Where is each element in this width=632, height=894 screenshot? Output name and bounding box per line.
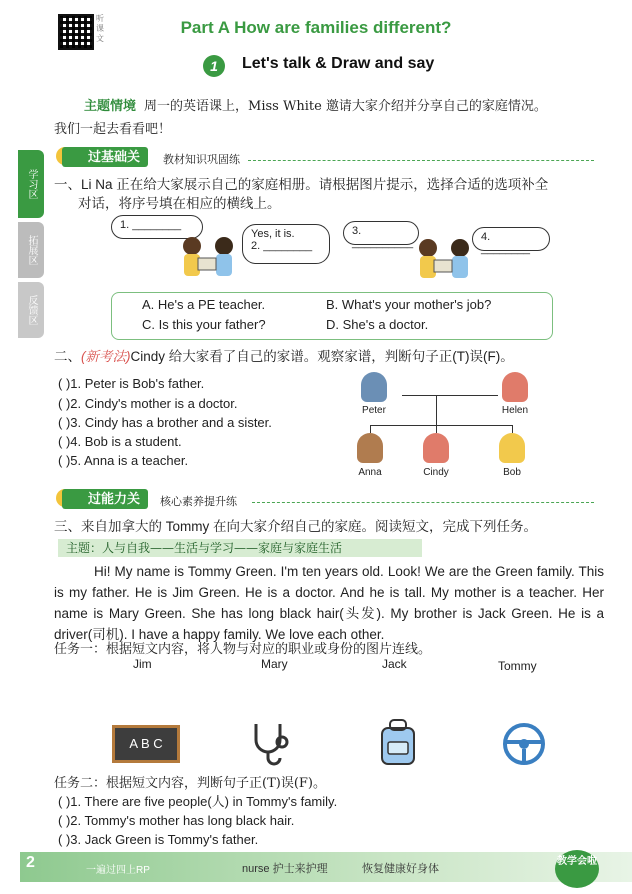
schoolbag-icon[interactable] [376, 718, 420, 768]
option-a: A. He's a PE teacher. [142, 297, 266, 312]
side-tab-feedback[interactable]: 反馈区 [18, 282, 44, 338]
divider-2 [252, 502, 594, 504]
q2-item-3[interactable]: ( )3. Cindy has a brother and a sister. [58, 415, 272, 430]
speech-bubble-3: 3. __________ [343, 221, 419, 245]
side-tab-extend[interactable]: 拓展区 [18, 222, 44, 278]
section-title: Let's talk & Draw and say [242, 55, 435, 72]
task2-item-3[interactable]: ( )3. Jack Green is Tommy's father. [58, 832, 259, 847]
q2-prefix: 二、 [54, 349, 81, 364]
q2-heading-text: Cindy 给大家看了自己的家谱。观察家谱，判断句子正(T)误(F)。 [130, 349, 514, 364]
divider [248, 160, 594, 162]
q2-item-4[interactable]: ( )4. Bob is a student. [58, 434, 182, 449]
speech-bubble-4: 4. ________ [472, 227, 550, 251]
name-jack: Jack [382, 657, 407, 671]
q1-heading-1: 一、Li Na 正在给大家展示自己的家庭相册。请根据图片提示，选择合适的选项补全 [54, 177, 549, 192]
theme-text-2: 我们一起去看看吧！ [54, 122, 172, 137]
side-tabs [18, 150, 44, 342]
tree-line-bob [512, 425, 513, 433]
children-photo-illustration-1 [176, 232, 242, 288]
brand-logo: 教学会啦 [555, 850, 599, 888]
tree-line-children [370, 425, 512, 426]
banner-ability-title: 过能力关 [88, 491, 141, 506]
q2-heading [54, 347, 614, 366]
q2-item-1[interactable]: ( )1. Peter is Bob's father. [58, 376, 205, 391]
part-title: Part A How are families different? [180, 18, 452, 37]
section-number-badge: 1 [203, 55, 225, 77]
option-b: B. What's your mother's job? [326, 297, 492, 312]
name-cindy: Cindy [423, 467, 449, 478]
task-1-instruction: 任务一：根据短文内容，将人物与对应的职业或身份的图片连线。 [54, 642, 432, 657]
theme-paragraph [84, 94, 604, 120]
footer-note-2: 恢复健康好身体 [362, 863, 439, 875]
tree-line-vertical [436, 395, 437, 425]
avatar-anna [357, 433, 383, 463]
name-anna: Anna [358, 467, 382, 478]
children-photo-illustration-2 [412, 234, 478, 290]
speech-bubble-2 [242, 224, 330, 264]
name-jim: Jim [133, 657, 152, 671]
banner-basic [62, 147, 148, 167]
tree-line-parents [402, 395, 498, 396]
steering-wheel-icon[interactable] [502, 722, 546, 766]
option-c: C. Is this your father? [142, 317, 266, 332]
bubble-2-line-1: Yes, it is. [251, 228, 295, 240]
banner-ability-subtitle: 核心素养提升练 [160, 496, 237, 508]
q3-theme-bar: 主题：人与自我——生活与学习——家庭与家庭生活 [58, 539, 422, 557]
reading-passage: Hi! My name is Tommy Green. I'm ten years old. Look! We are the Green family. This is my father. He is Jim Green. He is a doctor. And he is tall. My mother is a teacher. Her name is Mary Green. She has long black hair(头发). My brother is Jack Green. He is a driver(司机). I have a happy family. We love each other. [54, 564, 604, 642]
q2-item-2[interactable]: ( )2. Cindy's mother is a doctor. [58, 396, 238, 411]
banner-basic-subtitle: 教材知识巩固练 [163, 154, 240, 166]
side-tab-study[interactable]: 学习区 [18, 150, 44, 218]
theme-text-1: 周一的英语课上，Miss White 邀请大家介绍并分享自己的家庭情况。 [144, 99, 547, 114]
name-bob: Bob [503, 467, 521, 478]
page-number: 2 [26, 854, 35, 871]
task-2-instruction: 任务二：根据短文内容，判断句子正(T)误(F)。 [54, 776, 326, 791]
avatar-helen [502, 372, 528, 402]
avatar-cindy [423, 433, 449, 463]
task2-item-1[interactable]: ( )1. There are five people(人) in Tommy's family. [58, 794, 338, 809]
banner-basic-title: 过基础关 [88, 149, 141, 164]
bubble-2-line-2: 2. ________ [251, 240, 313, 252]
name-peter: Peter [362, 405, 386, 416]
q1-heading-2: 对话，将序号填在相应的横线上。 [78, 196, 281, 211]
footer-note-1: nurse 护士来护理 [242, 863, 328, 875]
name-mary: Mary [261, 657, 288, 671]
tree-line-cindy [436, 425, 437, 433]
q3-heading: 三、来自加拿大的 Tommy 在向大家介绍自己的家庭。阅读短文，完成下列任务。 [54, 519, 537, 534]
banner-ability [62, 489, 148, 509]
avatar-bob [499, 433, 525, 463]
name-tommy: Tommy [498, 659, 537, 673]
theme-label: 主题情境 [84, 99, 137, 114]
new-question-tag: (新考法) [81, 349, 131, 364]
tree-line-anna [370, 425, 371, 433]
qr-caption: 听课文 [96, 14, 104, 43]
stethoscope-icon[interactable] [246, 720, 294, 768]
option-d: D. She's a doctor. [326, 317, 429, 332]
q2-item-5[interactable]: ( )5. Anna is a teacher. [58, 453, 189, 468]
task2-item-2[interactable]: ( )2. Tommy's mother has long black hair. [58, 813, 295, 828]
speech-bubble-1: 1. ________ [111, 215, 203, 239]
blackboard-icon[interactable]: A B C [112, 725, 180, 763]
avatar-peter [361, 372, 387, 402]
footer-brand: 一遍过四上RP [86, 865, 150, 876]
name-helen: Helen [501, 405, 529, 416]
